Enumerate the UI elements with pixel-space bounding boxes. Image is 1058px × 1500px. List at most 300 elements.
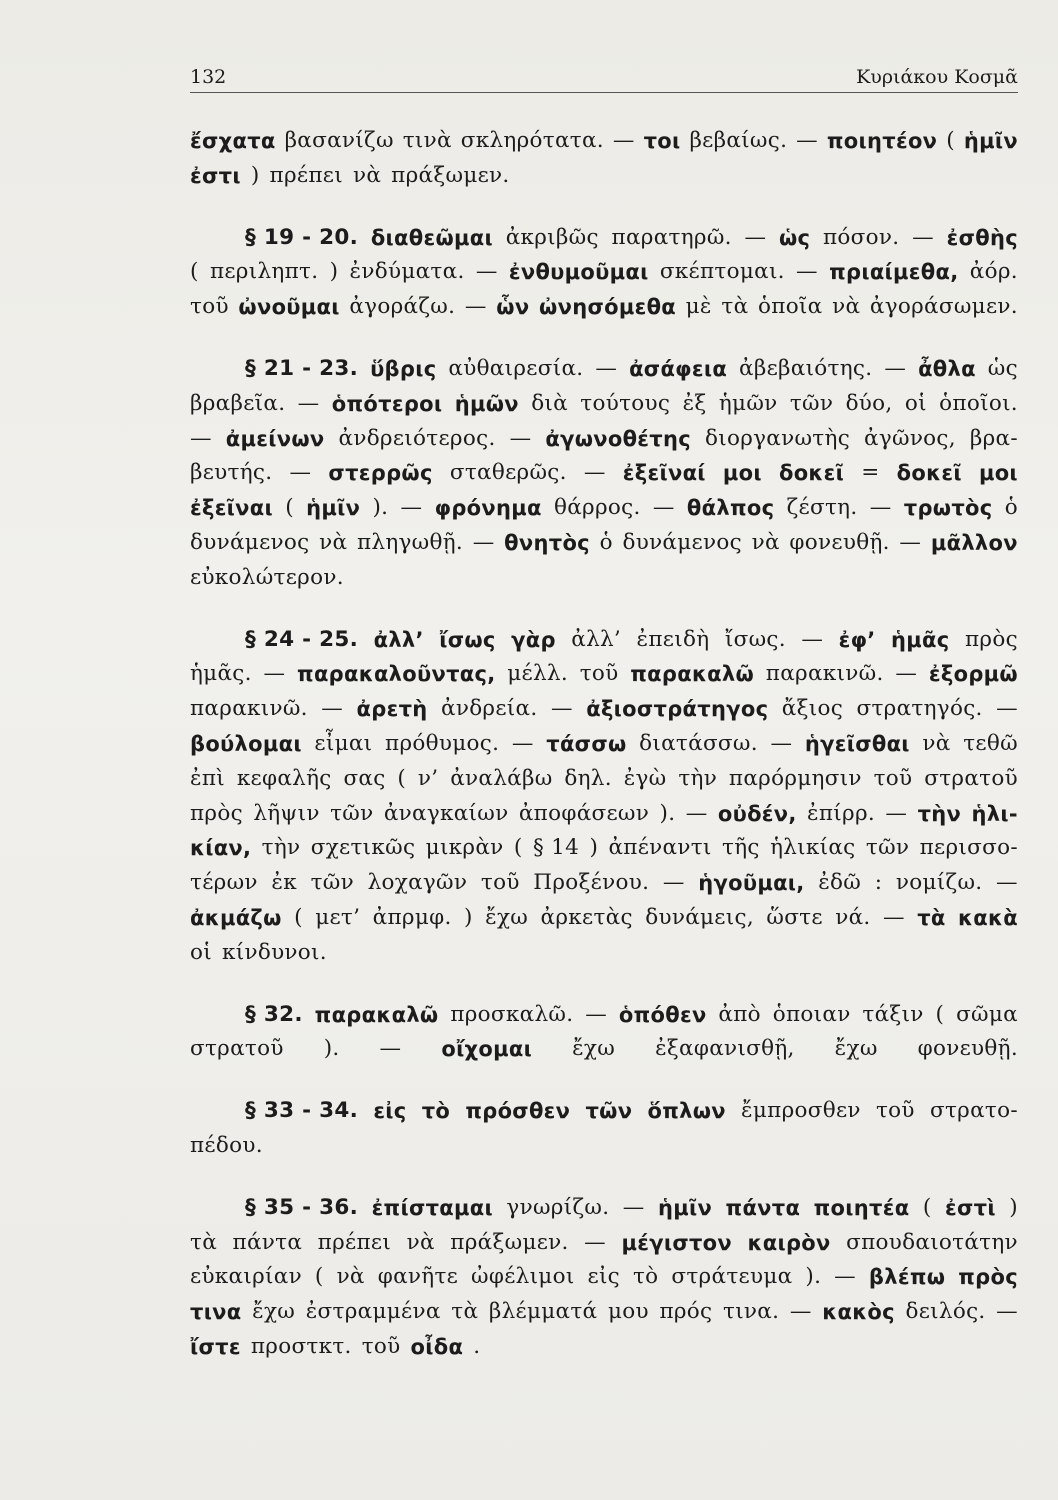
gloss-word: νά. [835, 904, 871, 930]
gloss-word: βευτής. [190, 460, 273, 486]
gloss-word: ἐξαφανισθῇ, [655, 1036, 795, 1062]
gloss-word: ἐστραμμένα [305, 1299, 441, 1325]
gloss-word: πράξωμεν. [450, 1229, 569, 1255]
gloss-word: — [885, 800, 908, 826]
gloss-word: τῶν [789, 390, 834, 416]
section-marker: § 21 - 23. [245, 355, 359, 381]
paragraph [190, 998, 1018, 1068]
gloss-word: ἀναλάβω [450, 765, 553, 791]
gloss-word: — [400, 495, 423, 521]
lemma-term: φρόνημα [434, 496, 542, 521]
gloss-word: σκέπτομαι. [659, 259, 785, 285]
page-header [190, 52, 1018, 88]
lemma-term: δοκεῖ [896, 461, 962, 486]
gloss-word: τοῦ [480, 870, 520, 896]
gloss-word: παρακινῶ. [765, 661, 884, 687]
gloss-word: ὁ [1004, 495, 1018, 521]
gloss-word: νομίζω. [895, 870, 983, 896]
gloss-word: βρα- [969, 425, 1018, 451]
gloss-word: — [190, 425, 212, 451]
gloss-word: τεθῶ [963, 730, 1018, 756]
gloss-word: τοῦ [875, 1098, 915, 1124]
paragraph-gap [190, 194, 1018, 221]
gloss-word: — [685, 800, 708, 826]
gloss-word: § 14 [532, 835, 580, 861]
text-line [190, 255, 1018, 290]
lemma-term: ἐστι [190, 163, 241, 188]
gloss-word: Προξένου. [533, 870, 650, 896]
text-line [190, 221, 1018, 256]
section-marker: § 32. [245, 1001, 303, 1027]
text-line [190, 1032, 1018, 1067]
gloss-word: — [789, 1299, 812, 1325]
lemma-term: ἡμᾶς [891, 627, 950, 652]
gloss-word: ἐδῶ [818, 870, 862, 896]
paragraph [190, 352, 1018, 596]
lemma-term: ἀξιοστράτηγος [586, 697, 769, 722]
gloss-word: — [509, 425, 532, 451]
gloss-word: τὰ [451, 1299, 479, 1325]
gloss-word: εὐκολώτερον. [190, 564, 344, 590]
gloss-word: τὸ [632, 1264, 659, 1290]
gloss-word: στρατηγός. [856, 696, 983, 722]
gloss-word: τινα. [723, 1299, 780, 1325]
gloss-word: νὰ [352, 162, 382, 188]
text-line [190, 456, 1018, 491]
gloss-word: — [662, 870, 685, 896]
gloss-word: ( [314, 1264, 324, 1290]
gloss-word: αὐθαιρεσία. [448, 355, 584, 381]
lemma-term: οἶδα [410, 1334, 464, 1359]
gloss-word: πράξωμεν. [391, 162, 510, 188]
gloss-word: ἡμᾶς. [190, 661, 252, 687]
lemma-term: βούλομαι [190, 731, 302, 756]
text-line [190, 901, 1018, 936]
gloss-word: ὠφέλιμοι [471, 1264, 575, 1290]
gloss-word: παρατηρῶ. [611, 224, 732, 250]
lemma-term: θάλπος [686, 496, 775, 521]
text-line [190, 623, 1018, 658]
gloss-word: ). [372, 495, 389, 521]
lemma-term: ὡς [779, 225, 811, 250]
gloss-word: δειλός. [905, 1299, 986, 1325]
gloss-word: ἐξ [682, 390, 707, 416]
lemma-term: τὸ [421, 1099, 451, 1124]
gloss-word: γνωρίζω. [506, 1194, 610, 1220]
lemma-term: ἴσως [439, 627, 496, 652]
gloss-word: φονευθῇ. [789, 529, 890, 555]
text-line [190, 387, 1018, 422]
gloss-word: πρὸς [964, 626, 1018, 652]
section-marker: § 19 - 20. [245, 224, 359, 250]
gloss-word: διατάσσω. [639, 730, 758, 756]
gloss-word: πόσον. [823, 224, 900, 250]
lemma-term: τοι [643, 129, 681, 153]
gloss-word: νὰ [406, 1229, 435, 1255]
gloss-word: νὰ [751, 529, 780, 555]
gloss-word: δυνάμενος [190, 529, 310, 555]
lemma-term: πρὸς [958, 1265, 1018, 1290]
lemma-term: παρακαλῶ [630, 662, 755, 687]
gloss-word: — [472, 529, 495, 555]
lemma-term: ἀκμάζω [190, 905, 282, 930]
lemma-term: ποιητέα [813, 1195, 910, 1220]
gloss-word: ἀγῶνος, [864, 425, 956, 451]
lemma-term: οὐδέν, [717, 801, 797, 826]
gloss-word: στράτευμα [671, 1264, 793, 1290]
gloss-word: — [770, 730, 793, 756]
gloss-word: τέρων [190, 870, 258, 896]
gloss-word: ἄξιος [781, 696, 844, 722]
gloss-word: ἐπίρρ. [807, 800, 876, 826]
gloss-word: τῶν [310, 870, 354, 896]
gloss-word: τοῦ [190, 294, 229, 320]
lemma-term: πρόσθεν [465, 1099, 571, 1124]
gloss-word: ἐνδύματα. [349, 259, 465, 285]
gloss-word: τοῦ [361, 1333, 401, 1359]
gloss-word: ἀγοράσωμεν. [869, 294, 1018, 320]
lemma-term: ἆθλα [918, 356, 976, 381]
gloss-word: ἀναγκαίων [383, 800, 509, 826]
lemma-term: μᾶλλον [930, 530, 1018, 555]
gloss-word: ( [397, 765, 407, 791]
lemma-term: ἐξεῖναί [622, 461, 706, 486]
text-line [190, 526, 1018, 561]
paragraph-gap [190, 971, 1018, 998]
text-line [190, 1129, 1018, 1164]
gloss-word: οἱ [190, 939, 212, 965]
text-line [190, 1094, 1018, 1129]
gloss-word: — [882, 904, 905, 930]
gloss-word: — [996, 1299, 1018, 1325]
lemma-term: μέγιστον [621, 1230, 733, 1255]
lemma-term: ἀλλ’ [373, 627, 424, 652]
page-number: 132 [190, 66, 227, 88]
lemma-term: ὁπότεροι [331, 391, 443, 416]
lemma-term: πριαίμεθα, [829, 260, 959, 285]
lemma-term: ἐξορμῶ [928, 662, 1018, 687]
section-marker: § 35 - 36. [245, 1194, 359, 1220]
gloss-word: πρός [659, 1299, 713, 1325]
gloss-word: ἀπὸ [718, 1001, 761, 1027]
header-rule [190, 92, 1018, 93]
gloss-word: προστκτ. [250, 1333, 352, 1359]
lemma-term: ὠνοῦμαι [238, 295, 340, 320]
gloss-word: — [263, 661, 286, 687]
gloss-word: τὰ [721, 294, 749, 320]
lemma-term: ὕβρις [370, 356, 437, 381]
gloss-word: πρὸς [190, 800, 243, 826]
gloss-word: τάξιν [862, 1001, 924, 1027]
gloss-word: — [996, 870, 1018, 896]
gloss-word: σταθερῶς. [449, 460, 567, 486]
gloss-word: — [895, 661, 918, 687]
section-marker: § 24 - 25. [245, 626, 359, 652]
gloss-word: διοργανωτὴς [704, 425, 851, 451]
gloss-word: τῶν [865, 835, 910, 861]
text-line [190, 422, 1018, 457]
gloss-word: ὥστε [766, 904, 823, 930]
lemma-term: ἐστὶ [944, 1195, 996, 1220]
gloss-word: — [585, 1001, 608, 1027]
text-line [190, 936, 1018, 971]
gloss-word: τοῦ [873, 765, 913, 791]
gloss-word: στρατοῦ [190, 1036, 284, 1062]
gloss-word: — [622, 1194, 645, 1220]
lemma-term: ἐνθυμοῦμαι [508, 260, 649, 285]
gloss-word: ( [285, 495, 294, 521]
gloss-word: εἶμαι [314, 730, 373, 756]
gloss-word: ἀγοράζω. [349, 294, 456, 320]
lemma-term: καιρὸν [747, 1230, 831, 1255]
gloss-word: ἀκριβῶς [505, 224, 599, 250]
gloss-word: τὴν [261, 835, 301, 861]
gloss-word: δυνάμενος [622, 529, 742, 555]
paragraph-gap [190, 596, 1018, 623]
paragraph-gap [190, 325, 1018, 352]
gloss-word: ( [935, 1001, 945, 1027]
gloss-word: τῶν [330, 800, 374, 826]
gloss-word: νὰ [922, 730, 951, 756]
lemma-term: ἡμῖν [658, 1195, 713, 1220]
gloss-word: ) [329, 259, 339, 285]
gloss-word: — [583, 460, 606, 486]
gloss-word: φονευθῇ. [917, 1036, 1018, 1062]
gloss-word: — [321, 696, 344, 722]
gloss-word: ἔχω [572, 1036, 616, 1062]
lemma-term: ἐξεῖναι [190, 496, 273, 521]
gloss-word: ἐγὼ [623, 765, 667, 791]
gloss-word: παρόρμησιν [728, 765, 862, 791]
gloss-word: μετ’ [315, 904, 361, 930]
lemma-term: κακὰ [958, 905, 1018, 930]
gloss-word: ἔχω [834, 1036, 878, 1062]
gloss-word: — [584, 1229, 606, 1255]
lemma-term: ἐφ’ [838, 627, 876, 652]
text-line [190, 561, 1018, 596]
gloss-word: ὁποῖα [758, 294, 823, 320]
gloss-word: ὡς [987, 355, 1018, 381]
lemma-term: μοι [978, 461, 1018, 486]
gloss-word: ἀπρμφ. [372, 904, 452, 930]
gloss-word: πέδου. [190, 1132, 263, 1158]
gloss-word: ( [922, 1194, 932, 1220]
gloss-word: τῆς [722, 835, 760, 861]
text-line [190, 1191, 1018, 1226]
gloss-word: ). [805, 1264, 822, 1290]
lemma-term: οἴχομαι [441, 1037, 533, 1062]
lemma-term: στερρῶς [328, 461, 433, 486]
text-line [190, 866, 1018, 901]
gloss-word: ἐκ [271, 870, 297, 896]
gloss-word: νὰ [319, 529, 348, 555]
gloss-word: πληγωθῇ. [356, 529, 464, 555]
gloss-word: ἀρκετὰς [540, 904, 633, 930]
gloss-word: σῶμα [956, 1001, 1018, 1027]
gloss-word: δύο, [845, 390, 893, 416]
lemma-term: ὠνησόμεθα [539, 295, 677, 320]
gloss-word: — [796, 128, 818, 153]
gloss-word: μου [607, 1299, 649, 1325]
gloss-word: — [595, 355, 618, 381]
lemma-term: πάντα [725, 1195, 801, 1220]
gloss-word: ) [589, 835, 599, 861]
text-line [190, 1330, 1018, 1365]
gloss-word: μέλλ. [507, 661, 568, 687]
lemma-term: μοι [722, 461, 762, 486]
gloss-word: στρατο- [929, 1098, 1018, 1124]
lemma-term: γὰρ [511, 627, 556, 652]
gloss-word: τοῦ [579, 661, 619, 687]
lemma-term: δοκεῖ [778, 461, 845, 486]
gloss-word: σκληρότατα. [460, 128, 604, 153]
gloss-word: σχετικῶς [310, 835, 416, 861]
gloss-word: — [612, 128, 635, 153]
gloss-word: : [874, 870, 883, 896]
gloss-word: λοχαγῶν [367, 870, 468, 896]
lemma-term: ἡλι- [971, 801, 1018, 826]
section-marker: § 33 - 34. [245, 1098, 359, 1124]
lemma-term: τρωτὸς [903, 496, 993, 521]
text-line [190, 491, 1018, 526]
gloss-word: σας [343, 765, 386, 791]
gloss-word: ἡμῶν [718, 390, 778, 416]
gloss-word: τούτους [580, 390, 671, 416]
gloss-word: λῆψιν [253, 800, 320, 826]
gloss-word: φανῆτε [377, 1264, 459, 1290]
gloss-word: — [869, 495, 892, 521]
gloss-word: ἀποφάσεων [518, 800, 650, 826]
gloss-word: θάρρος. [553, 495, 641, 521]
text-line [190, 797, 1018, 832]
gloss-word: — [511, 730, 534, 756]
gloss-word: — [996, 696, 1018, 722]
gloss-word: ἡλικίας [770, 835, 856, 861]
gloss-word: — [379, 1036, 402, 1062]
gloss-word: ( [294, 904, 303, 930]
lemma-term: ἡμῖν [963, 129, 1018, 153]
paragraph [190, 623, 1018, 971]
lemma-term: ἔσχατα [190, 129, 276, 153]
gloss-word: νὰ [832, 294, 861, 320]
paragraph [190, 124, 1018, 194]
lemma-term: παρακαλῶ [314, 1002, 439, 1027]
lemma-term: ἀμείνων [225, 426, 325, 451]
lemma-term: κακὸς [822, 1300, 895, 1325]
gloss-word: ὁποῖοι. [939, 390, 1018, 416]
gloss-word: ( [190, 259, 199, 285]
text-line [190, 124, 1018, 159]
lemma-term: εἰς [373, 1099, 407, 1124]
gloss-word: βλέμματά [488, 1299, 598, 1325]
gloss-word: — [289, 460, 312, 486]
lemma-term: τῶν [585, 1099, 633, 1124]
lemma-term: ἡγοῦμαι, [698, 871, 805, 896]
text-line [190, 998, 1018, 1033]
gloss-word: ἀπέναντι [608, 835, 712, 861]
text-line [190, 1295, 1018, 1330]
gloss-word: ἀνδρειότερος. [338, 425, 496, 451]
text-line [190, 1260, 1018, 1295]
gloss-word: ἴσως. [724, 626, 786, 652]
gloss-word: ( [946, 128, 955, 153]
gloss-word: βασανίζω [284, 128, 394, 153]
gloss-word: — [884, 355, 907, 381]
paragraph [190, 221, 1018, 325]
text-line [190, 831, 1018, 866]
gloss-word: ἀόρ. [969, 259, 1018, 285]
gloss-word: ἀλλ’ [571, 626, 622, 652]
paragraph-gap [190, 1164, 1018, 1191]
gloss-word: προσκαλῶ. [450, 1001, 574, 1027]
gloss-word: — [464, 294, 487, 320]
gloss-word: οἱ [904, 390, 927, 416]
gloss-word: ν’ [417, 765, 439, 791]
lemma-term: ὁπόθεν [618, 1002, 707, 1027]
gloss-word: ἀνδρεία. [441, 696, 538, 722]
gloss-word: ὁποιαν [772, 1001, 851, 1027]
lemma-term: ἡμῖν [306, 496, 361, 521]
gloss-word: = [861, 460, 880, 486]
lemma-term: θνητὸς [504, 530, 590, 555]
gloss-word: ( [513, 835, 523, 861]
lemma-term: ὅπλων [647, 1099, 726, 1124]
gloss-word: — [912, 224, 934, 250]
lemma-term: τὴν [917, 801, 962, 826]
text-line [190, 727, 1018, 762]
gloss-word: παρακινῶ. [190, 696, 308, 722]
gloss-word: — [652, 495, 675, 521]
lemma-term: ἀσάφεια [629, 356, 728, 381]
lemma-term: παρακαλοῦντας, [297, 662, 496, 687]
text-line [190, 692, 1018, 727]
gloss-word: βεβαίως. [689, 128, 788, 153]
gloss-word: ). [659, 800, 676, 826]
lemma-term: ἐπίσταμαι [371, 1195, 493, 1220]
paragraph [190, 1094, 1018, 1164]
gloss-word: ἀβεβαιότης. [739, 355, 873, 381]
gloss-word: ). [323, 1036, 340, 1062]
text-line [190, 290, 1018, 325]
page-body [190, 124, 1018, 1365]
gloss-word: — [297, 390, 320, 416]
gloss-word: ἐπειδὴ [636, 626, 710, 652]
gloss-word: τινὰ [402, 128, 452, 153]
gloss-word: — [744, 224, 767, 250]
text-line [190, 657, 1018, 692]
paragraph-gap [190, 1067, 1018, 1094]
lemma-term: ἴστε [190, 1334, 241, 1359]
gloss-word: μὲ [685, 294, 712, 320]
paragraph [190, 1191, 1018, 1365]
gloss-word: ἔχω [252, 1299, 296, 1325]
gloss-word: ἔχω [485, 904, 529, 930]
lemma-term: τὰ [917, 905, 946, 930]
lemma-term: διαθεῶμαι [370, 225, 493, 250]
gloss-word: εὐκαιρίαν [190, 1264, 302, 1290]
lemma-term: βλέπω [868, 1265, 946, 1290]
lemma-term: ἡμῶν [454, 391, 519, 416]
gloss-word: ζέστη. [786, 495, 858, 521]
gloss-word: ) [464, 904, 473, 930]
lemma-term: ἡγεῖσθαι [804, 731, 910, 756]
gloss-word: κίνδυνοι. [221, 939, 327, 965]
gloss-word: περισσο- [919, 835, 1018, 861]
gloss-word: μικρὰν [425, 835, 504, 861]
lemma-term: ποιητέον [826, 129, 938, 153]
gloss-word: νὰ [336, 1264, 365, 1290]
gloss-word: ὁ [599, 529, 613, 555]
